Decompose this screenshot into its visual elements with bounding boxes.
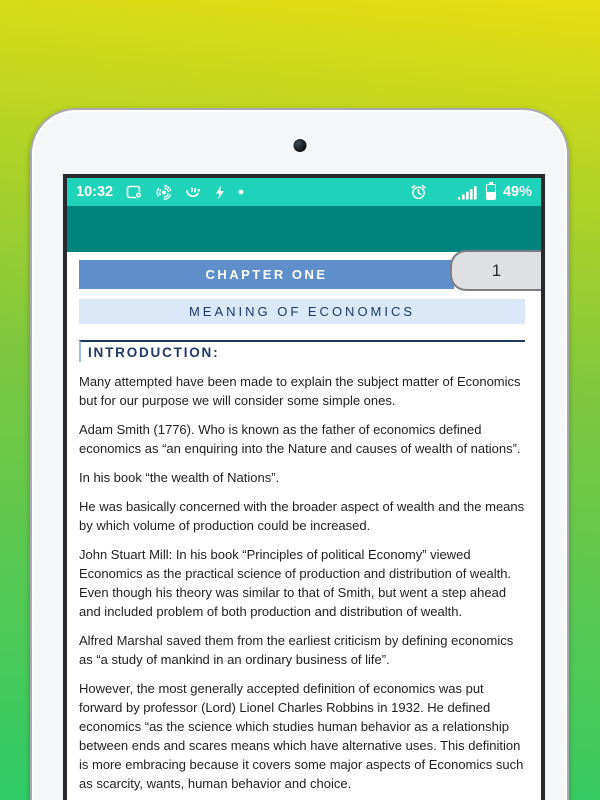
device-screen <box>63 174 545 800</box>
paragraph: John Stuart Mill: In his book “Principles of political Economy” viewed Economics as the practical science of production and distribution of wealth. Even though his theory was similar to that of Smith, but went a step ahead and included problem of both production and distribution of wealth. <box>79 547 512 619</box>
paragraph: Many attempted have been made to explain the subject matter of Economics but for our purpose we will consider some simple ones. <box>79 374 521 408</box>
chapter-header-row <box>79 260 526 289</box>
paragraph: However, the most generally accepted definition of economics was put forward by professor (Lord) Lionel Charles Robbins in 1932. He defined economics “as the science which studies human behavior as a relationship between ends and scares means which have alternative uses. This definition is more embracing because it covers some major aspects of Economics such as scarcity, wants, human behavior and choice. <box>79 681 524 791</box>
notification-dot-icon <box>238 189 244 195</box>
page-number-tab[interactable] <box>450 250 541 291</box>
tablet-device-frame <box>30 108 569 800</box>
paragraph: He was basically concerned with the broader aspect of wealth and the means by which volume of production could be increased. <box>79 499 525 533</box>
battery-percent: 49% <box>502 184 532 200</box>
section-title-bar <box>79 299 525 324</box>
chapter-title: CHAPTER ONE <box>205 267 328 282</box>
paragraph: Adam Smith (1776). Who is known as the father of economics defined economics as “an enquiring into the Nature and causes of wealth of nations”. <box>79 422 521 456</box>
signal-strength-icon <box>458 185 479 200</box>
charging-bolt-icon <box>215 185 225 200</box>
palm-gesture-icon <box>185 185 202 200</box>
app-header-bar <box>67 206 541 252</box>
paragraph: In his book “the wealth of Nations”. <box>79 470 280 485</box>
hotspot-icon <box>156 185 172 200</box>
paragraph: Alfred Marshal saved them from the earliest criticism by defining economics as “a study of mankind in an ordinary business of life”. <box>79 633 514 667</box>
status-bar <box>67 178 541 206</box>
smart-view-icon <box>126 185 143 200</box>
section-title: MEANING OF ECONOMICS <box>188 304 416 319</box>
page-number: 1 <box>491 260 502 280</box>
introduction-heading: INTRODUCTION: <box>79 340 525 362</box>
battery-icon <box>486 184 496 200</box>
front-camera <box>293 139 306 152</box>
reading-pane[interactable] <box>67 252 541 800</box>
chapter-title-bar <box>79 260 454 289</box>
alarm-clock-icon <box>410 184 427 200</box>
status-time: 10:32 <box>76 184 114 200</box>
